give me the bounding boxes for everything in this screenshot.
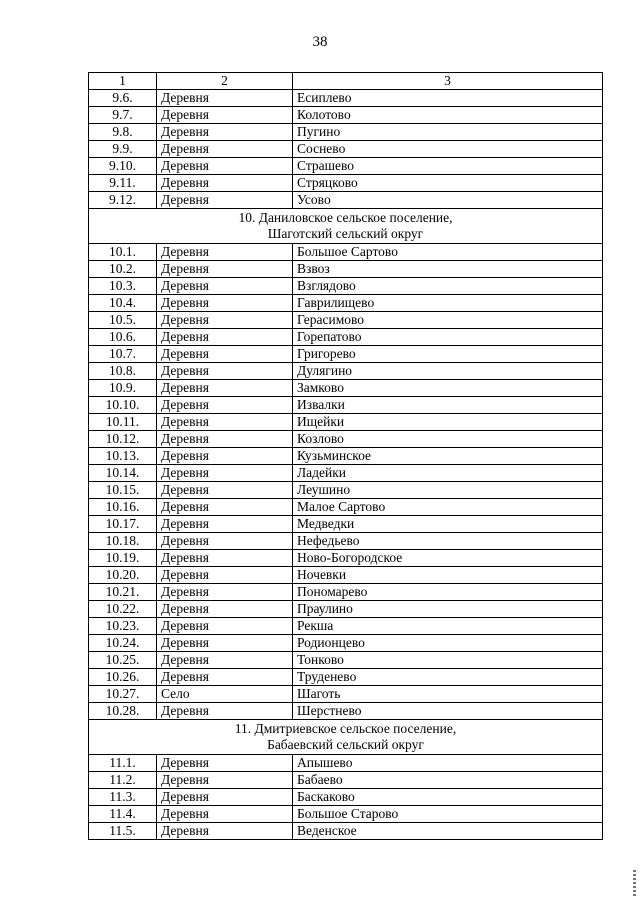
row-number: 10.20. [89,567,157,584]
settlement-type: Деревня [157,192,293,209]
settlement-type: Деревня [157,329,293,346]
section-heading-row [89,720,603,755]
settlement-type: Деревня [157,175,293,192]
table-row [89,380,603,397]
table-row [89,601,603,618]
settlement-type: Деревня [157,414,293,431]
settlement-name: Леушино [293,482,603,499]
table-row [89,789,603,806]
settlement-name: Медведки [293,516,603,533]
table-row [89,584,603,601]
settlement-name: Праулино [293,601,603,618]
table-row [89,448,603,465]
settlement-name: Пономарево [293,584,603,601]
table-row [89,635,603,652]
row-number: 9.10. [89,158,157,175]
settlement-name: Тонково [293,652,603,669]
settlement-name: Соснево [293,141,603,158]
settlement-type: Деревня [157,772,293,789]
settlement-name: Веденское [293,823,603,840]
settlement-type: Деревня [157,669,293,686]
settlement-name: Кузьминское [293,448,603,465]
settlement-type: Деревня [157,789,293,806]
settlement-name: Стряцково [293,175,603,192]
table-row [89,90,603,107]
row-number: 11.1. [89,755,157,772]
table-row [89,823,603,840]
settlement-type: Деревня [157,499,293,516]
table-row [89,244,603,261]
row-number: 10.11. [89,414,157,431]
table-body [89,73,603,840]
row-number: 10.19. [89,550,157,567]
row-number: 10.8. [89,363,157,380]
settlement-type: Деревня [157,346,293,363]
table-row [89,482,603,499]
table-row [89,414,603,431]
row-number: 9.11. [89,175,157,192]
settlement-type: Деревня [157,312,293,329]
settlement-name: Усово [293,192,603,209]
settlement-type: Деревня [157,380,293,397]
row-number: 10.3. [89,278,157,295]
section-heading-line: Бабаевский сельский округ [267,737,424,752]
settlement-type: Деревня [157,158,293,175]
section-heading-row [89,209,603,244]
settlement-type: Деревня [157,141,293,158]
table-header-row [89,73,603,90]
row-number: 10.23. [89,618,157,635]
settlement-name: Родионцево [293,635,603,652]
row-number: 11.4. [89,806,157,823]
row-number: 10.18. [89,533,157,550]
settlement-name: Страшево [293,158,603,175]
row-number: 11.2. [89,772,157,789]
settlement-type: Деревня [157,601,293,618]
settlement-name: Герасимово [293,312,603,329]
table-row [89,261,603,278]
table-row [89,141,603,158]
settlement-type: Деревня [157,465,293,482]
row-number: 10.6. [89,329,157,346]
settlement-type: Деревня [157,567,293,584]
table-row [89,806,603,823]
settlement-type: Деревня [157,124,293,141]
table-row [89,533,603,550]
settlement-name: Ночевки [293,567,603,584]
row-number: 10.21. [89,584,157,601]
table-row [89,431,603,448]
header-cell-type: 2 [157,73,293,90]
section-heading-line: Шаготский сельский округ [267,226,424,241]
settlements-table [88,72,603,840]
row-number: 10.5. [89,312,157,329]
table-row [89,499,603,516]
row-number: 10.26. [89,669,157,686]
table-row [89,346,603,363]
settlement-type: Деревня [157,261,293,278]
settlement-name: Ищейки [293,414,603,431]
row-number: 10.17. [89,516,157,533]
settlement-name: Извалки [293,397,603,414]
row-number: 9.6. [89,90,157,107]
settlement-name: Баскаково [293,789,603,806]
settlement-name: Замково [293,380,603,397]
settlement-type: Деревня [157,806,293,823]
settlement-type: Деревня [157,618,293,635]
row-number: 10.25. [89,652,157,669]
settlement-type: Село [157,686,293,703]
settlement-name: Рекша [293,618,603,635]
table-row [89,550,603,567]
settlement-type: Деревня [157,295,293,312]
settlement-name: Шерстнево [293,703,603,720]
table-row [89,686,603,703]
settlement-name: Взглядово [293,278,603,295]
settlement-name: Дулягино [293,363,603,380]
table-row [89,465,603,482]
settlement-name: Шаготь [293,686,603,703]
settlement-type: Деревня [157,363,293,380]
row-number: 10.22. [89,601,157,618]
table-row [89,652,603,669]
settlement-type: Деревня [157,482,293,499]
row-number: 10.15. [89,482,157,499]
section-heading [89,209,603,244]
settlement-type: Деревня [157,533,293,550]
row-number: 10.13. [89,448,157,465]
row-number: 10.2. [89,261,157,278]
table-row [89,755,603,772]
settlement-name: Бабаево [293,772,603,789]
settlement-name: Колотово [293,107,603,124]
scan-margin-mark [633,870,636,896]
settlement-name: Григорево [293,346,603,363]
table-row [89,703,603,720]
settlement-type: Деревня [157,635,293,652]
settlement-name: Козлово [293,431,603,448]
section-heading-line: 11. Дмитриевское сельское поселение, [234,721,457,736]
settlement-name: Гаврилищево [293,295,603,312]
settlement-name: Нефедьево [293,533,603,550]
table-row [89,516,603,533]
row-number: 10.16. [89,499,157,516]
settlement-type: Деревня [157,516,293,533]
table-row [89,124,603,141]
settlement-name: Ладейки [293,465,603,482]
settlement-name: Апышево [293,755,603,772]
row-number: 10.28. [89,703,157,720]
table-row [89,312,603,329]
row-number: 10.4. [89,295,157,312]
settlement-type: Деревня [157,397,293,414]
settlement-name: Большое Старово [293,806,603,823]
table-row [89,175,603,192]
settlement-type: Деревня [157,107,293,124]
settlement-type: Деревня [157,278,293,295]
settlement-name: Малое Сартово [293,499,603,516]
page-number: 38 [312,34,328,50]
table-row [89,618,603,635]
section-heading-line: 10. Даниловское сельское поселение, [238,210,453,225]
settlement-type: Деревня [157,755,293,772]
table-row [89,329,603,346]
settlement-type: Деревня [157,584,293,601]
row-number: 9.8. [89,124,157,141]
table-row [89,107,603,124]
table-row [89,772,603,789]
row-number: 11.5. [89,823,157,840]
row-number: 9.7. [89,107,157,124]
settlement-type: Деревня [157,431,293,448]
row-number: 10.14. [89,465,157,482]
row-number: 10.27. [89,686,157,703]
table-row [89,158,603,175]
settlement-type: Деревня [157,703,293,720]
settlement-type: Деревня [157,244,293,261]
table-row [89,363,603,380]
settlement-type: Деревня [157,550,293,567]
row-number: 10.12. [89,431,157,448]
settlement-name: Горепатово [293,329,603,346]
settlement-type: Деревня [157,823,293,840]
header-cell-number: 1 [89,73,157,90]
row-number: 9.9. [89,141,157,158]
header-cell-name: 3 [293,73,603,90]
settlement-name: Ново-Богородское [293,550,603,567]
settlement-name: Труденево [293,669,603,686]
settlement-type: Деревня [157,448,293,465]
table-row [89,192,603,209]
table-row [89,295,603,312]
table-row [89,669,603,686]
row-number: 10.24. [89,635,157,652]
settlement-type: Деревня [157,90,293,107]
row-number: 11.3. [89,789,157,806]
settlement-type: Деревня [157,652,293,669]
settlement-name: Пугино [293,124,603,141]
settlement-name: Взвоз [293,261,603,278]
row-number: 9.12. [89,192,157,209]
table-row [89,278,603,295]
section-heading [89,720,603,755]
row-number: 10.10. [89,397,157,414]
row-number: 10.1. [89,244,157,261]
table-row [89,397,603,414]
settlement-name: Большое Сартово [293,244,603,261]
settlement-name: Есиплево [293,90,603,107]
table-row [89,567,603,584]
row-number: 10.9. [89,380,157,397]
row-number: 10.7. [89,346,157,363]
